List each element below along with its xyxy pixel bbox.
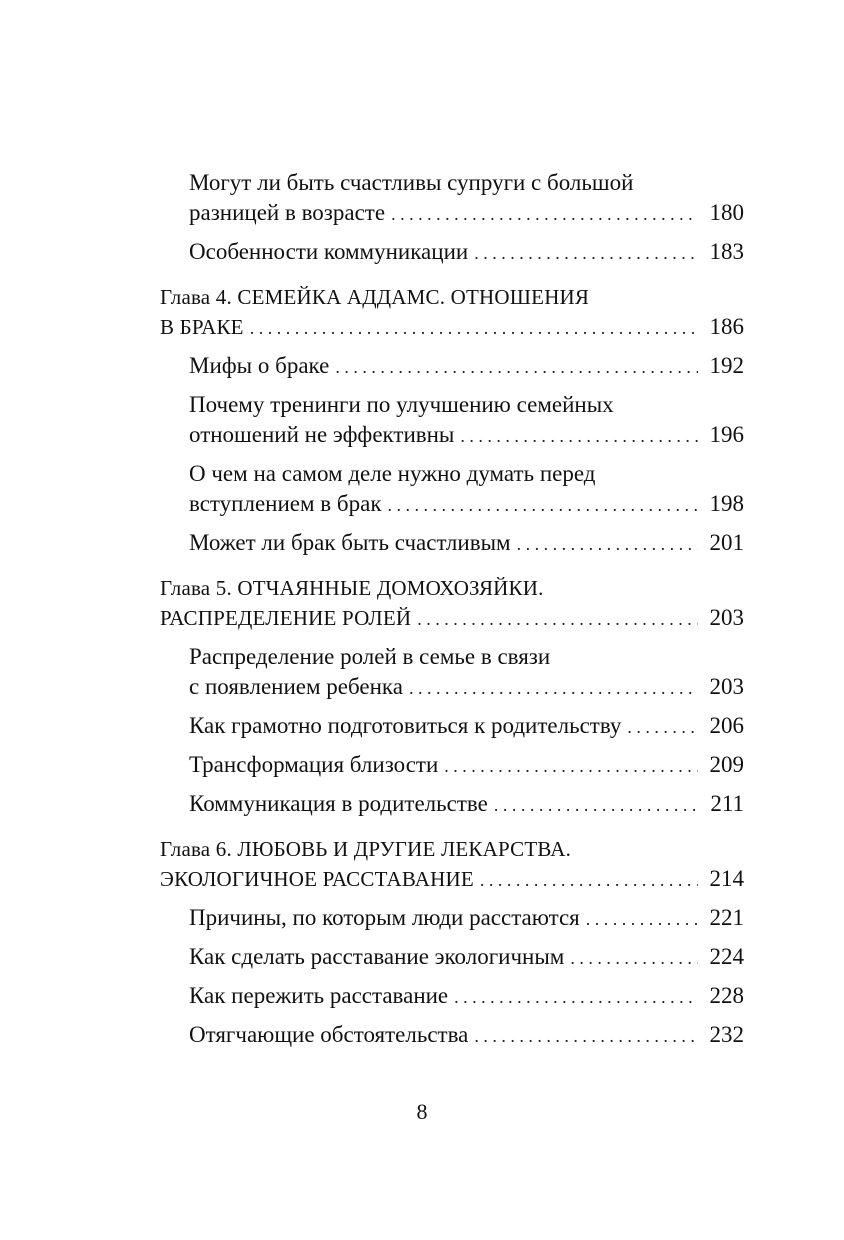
toc-section-entry xyxy=(160,981,744,1012)
toc-page-number: 232 xyxy=(709,1022,744,1047)
dot-leader xyxy=(460,421,698,451)
toc-entry-title-line: Глава 6. ЛЮБОВЬ И ДРУГИЕ ЛЕКАРСТВА. xyxy=(160,837,572,861)
toc-page-number: 206 xyxy=(709,713,744,738)
toc-chapter-entry xyxy=(160,282,744,343)
dot-leader xyxy=(335,352,698,382)
dot-leader xyxy=(517,529,698,559)
toc-page-number: 211 xyxy=(710,791,744,816)
toc-entry-title-line: Распределение ролей в семье в связи xyxy=(189,644,551,669)
dot-leader xyxy=(417,604,698,634)
toc-section-entry xyxy=(160,351,744,382)
toc-entry-last-line xyxy=(189,198,744,229)
toc-entry-title: Трансформация близости xyxy=(189,752,439,777)
toc-entry-title: разницей в возрасте xyxy=(189,200,386,225)
toc-entry-title: Как сделать расставание экологичным xyxy=(189,944,565,969)
toc-page-number: 224 xyxy=(709,944,744,969)
toc-entry-title: Мифы о браке xyxy=(189,353,330,378)
toc-entry-title: Коммуникация в родительстве xyxy=(189,791,488,816)
toc-page-number: 186 xyxy=(709,314,744,339)
toc-section-entry xyxy=(160,750,744,781)
dot-leader xyxy=(388,490,698,520)
toc-page-number: 198 xyxy=(709,491,744,516)
toc-page-number: 228 xyxy=(709,983,744,1008)
toc-entry-title: Может ли брак быть счастливым xyxy=(189,530,511,555)
dot-leader xyxy=(444,751,698,781)
dot-leader xyxy=(480,865,698,895)
toc-entry-title: Причины, по которым люди расстаются xyxy=(189,905,580,930)
toc-entry-last-line xyxy=(189,903,744,934)
toc-section-entry xyxy=(160,789,744,820)
toc-section-entry xyxy=(160,390,744,451)
dot-leader xyxy=(586,904,698,934)
toc-entry-last-line xyxy=(189,789,744,820)
toc-section-entry xyxy=(160,168,744,229)
dot-leader xyxy=(570,943,698,973)
toc-entry-last-line xyxy=(189,981,744,1012)
toc-page-number: 201 xyxy=(709,530,744,555)
toc-entry-title-line: Могут ли быть счастливы супруги с большой xyxy=(189,170,634,195)
toc-entry-title: ЭКОЛОГИЧНОЕ РАССТАВАНИЕ xyxy=(160,867,474,891)
toc-entry-last-line xyxy=(189,351,744,382)
toc-entry-last-line xyxy=(189,528,744,559)
toc-section-entry xyxy=(160,711,744,742)
toc-entry-title: с появлением ребенка xyxy=(189,674,403,699)
page-number: 8 xyxy=(416,1099,428,1124)
toc-section-entry xyxy=(160,942,744,973)
toc-page-number: 180 xyxy=(709,200,744,225)
toc-section-entry xyxy=(160,237,744,268)
toc-entry-title-line: О чем на самом деле нужно думать перед xyxy=(189,461,596,486)
toc-entry-last-line xyxy=(160,864,744,895)
table-of-contents xyxy=(160,168,744,1051)
toc-entry-title: отношений не эффективны xyxy=(189,422,455,447)
toc-entry-last-line xyxy=(189,489,744,520)
toc-entry-last-line xyxy=(189,942,744,973)
toc-section-entry xyxy=(160,459,744,520)
toc-entry-title: вступлением в брак xyxy=(189,491,382,516)
toc-entry-last-line xyxy=(189,672,744,703)
toc-page-number: 203 xyxy=(709,605,744,630)
toc-entry-title: РАСПРЕДЕЛЕНИЕ РОЛЕЙ xyxy=(160,606,412,630)
toc-entry-last-line xyxy=(189,420,744,451)
toc-entry-title: Особенности коммуникации xyxy=(189,239,469,264)
toc-page-number: 192 xyxy=(709,353,744,378)
toc-entry-last-line xyxy=(160,603,744,634)
toc-entry-last-line xyxy=(189,1020,744,1051)
toc-page-number: 196 xyxy=(709,422,744,447)
toc-entry-title-line: Глава 4. СЕМЕЙКА АДДАМС. ОТНОШЕНИЯ xyxy=(160,285,590,309)
dot-leader xyxy=(250,313,698,343)
toc-entry-title: В БРАКЕ xyxy=(160,315,244,339)
toc-chapter-entry xyxy=(160,573,744,634)
toc-entry-title-line: Почему тренинги по улучшению семейных xyxy=(189,392,614,417)
toc-entry-title: Как грамотно подготовиться к родительству xyxy=(189,713,622,738)
dot-leader xyxy=(409,673,698,703)
toc-entry-title-line: Глава 5. ОТЧАЯННЫЕ ДОМОХОЗЯЙКИ. xyxy=(160,576,544,600)
toc-entry-last-line xyxy=(189,237,744,268)
toc-page-number: 209 xyxy=(709,752,744,777)
toc-entry-last-line xyxy=(189,750,744,781)
toc-page-number: 183 xyxy=(709,239,744,264)
dot-leader xyxy=(474,238,698,268)
toc-entry-title: Отягчающие обстоятельства xyxy=(189,1022,469,1047)
toc-page-number: 221 xyxy=(709,905,744,930)
toc-entry-last-line xyxy=(160,312,744,343)
toc-entry-last-line xyxy=(189,711,744,742)
toc-chapter-entry xyxy=(160,834,744,895)
toc-section-entry xyxy=(160,1020,744,1051)
toc-section-entry xyxy=(160,528,744,559)
toc-page-number: 214 xyxy=(709,866,744,891)
toc-page-number: 203 xyxy=(709,674,744,699)
dot-leader xyxy=(454,982,698,1012)
toc-section-entry xyxy=(160,903,744,934)
dot-leader xyxy=(474,1021,698,1051)
toc-entry-title: Как пережить расставание xyxy=(189,983,449,1008)
toc-section-entry xyxy=(160,642,744,703)
dot-leader xyxy=(627,712,698,742)
dot-leader xyxy=(494,790,698,820)
dot-leader xyxy=(391,199,698,229)
